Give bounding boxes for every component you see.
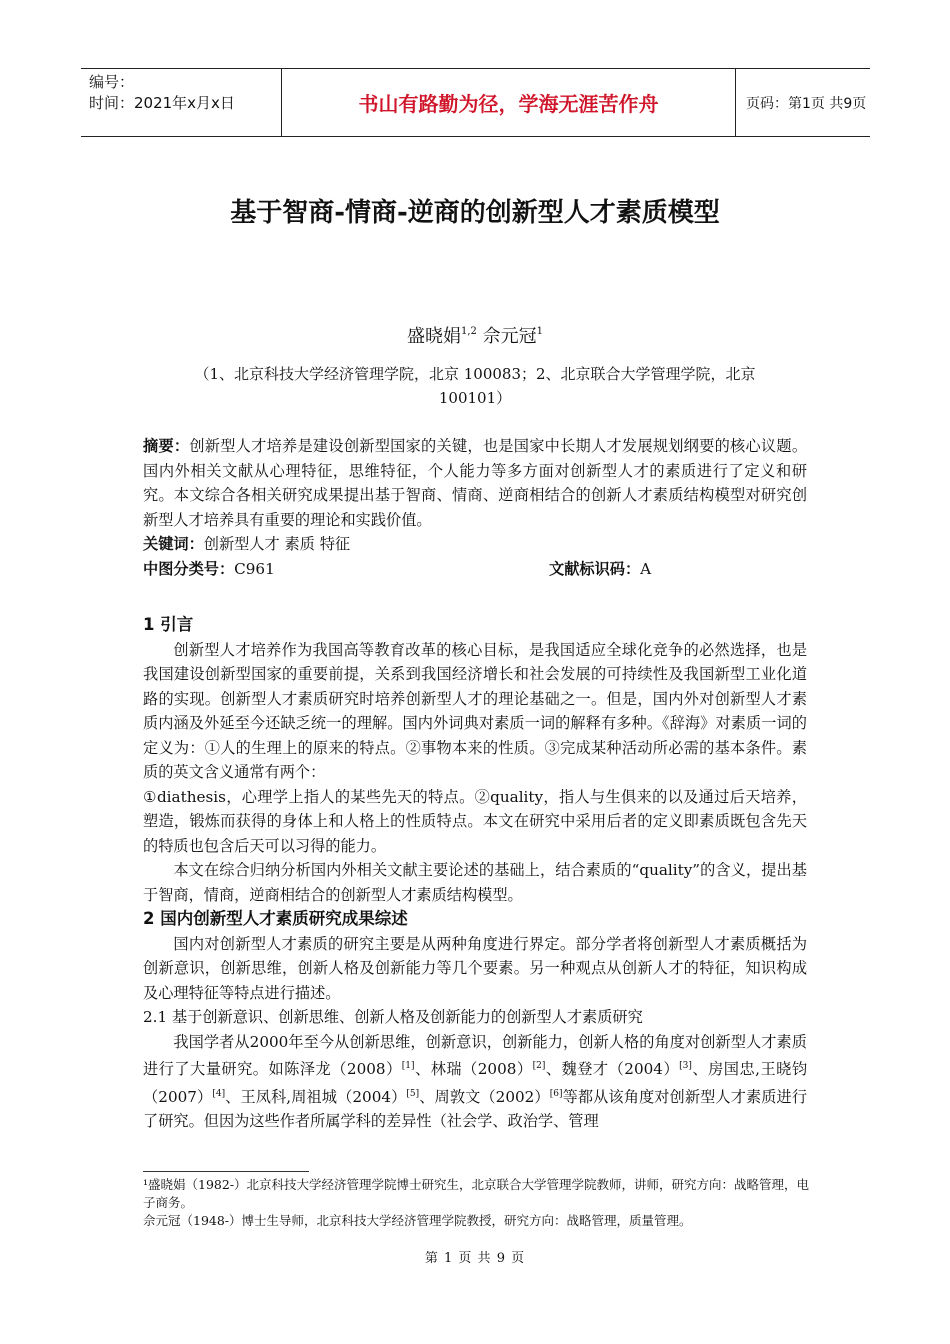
para-text: 我国学者从2000年至今从创新思维，创新意识，创新能力，创新人格的角度对创新型人才素质进行了大量研究。如陈泽龙（2008） (143, 1032, 807, 1078)
page-footer: 第 1 页 共 9 页 (424, 1251, 526, 1266)
footnote-1: ¹盛晓娟（1982-）北京科技大学经济管理学院博士研究生，北京联合大学管理学院教师，讲师，研究方向：战略管理，电子商务。 (143, 1177, 810, 1210)
section-1-heading: 1 引言 (143, 615, 194, 634)
para-text: 等都从该角度对创新型人才素质进行了研究。但因为这些作者所属学科的差异性（社会学、政治学、管理 (143, 1087, 808, 1130)
author-2: 佘元冠 (482, 326, 537, 347)
abstract-text: 创新型人才培养是建设创新型国家的关键，也是国家中长期人才发展规划纲要的核心议题。国内外相关文献从心理特征，思维特征，个人能力等多方面对创新型人才的素质进行了定义和研究。本文综合各相关研究成果提出基于智商、情商、逆商相结合的创新人才素质结构模型对研究创新型人才培养具有重要的理论和实践价值。 (143, 437, 807, 529)
keywords-text: 创新型人才 素质 特征 (203, 535, 351, 553)
author-line (0, 322, 950, 348)
para-text: 、房国忠,王晓钧（2007） (143, 1060, 808, 1106)
clc-label: 中图分类号： (143, 559, 235, 578)
section-2-heading: 2 国内创新型人才素质研究成果综述 (143, 909, 408, 928)
header-table (81, 68, 870, 137)
footnotes (143, 1176, 815, 1230)
citation-1: [1] (401, 1061, 415, 1071)
abstract (143, 434, 807, 532)
keywords (143, 532, 807, 557)
citation-5: [5] (406, 1088, 420, 1099)
citation-3: [3] (679, 1061, 692, 1071)
abstract-label: 摘要： (143, 437, 190, 455)
header-page-info: 页码：第1页 共9页 (746, 95, 867, 112)
author-1-affil: 1,2 (460, 326, 477, 337)
subsection-2-1-heading: 2.1 基于创新意识、创新思维、创新人格及创新能力的创新型人才素质研究 (143, 1008, 643, 1026)
section-1 (143, 613, 807, 1134)
section-2-paragraph-1: 国内对创新型人才素质的研究主要是从两种角度进行界定。部分学者将创新型人才素质概括为创新意识，创新思维，创新人格及创新能力等几个要素。另一种观点从创新人才的特征，知识构成及心理特征等特点进行描述。 (143, 934, 807, 1002)
affiliation: （1、北京科技大学经济管理学院，北京 100083；2、北京联合大学管理学院，北京 100101） (194, 365, 756, 407)
paper-title: 基于智商-情商-逆商的创新型人才素质模型 (230, 198, 720, 228)
para-text: 、周敦文（2002） (419, 1087, 550, 1106)
clc-value: C961 (234, 559, 275, 578)
classification-line (143, 557, 807, 582)
author-2-affil: 1 (536, 326, 543, 337)
footnote-separator (143, 1171, 309, 1172)
header-motto: 书山有路勤为径，学海无涯苦作舟 (281, 69, 736, 136)
section-1-paragraph-2: ①diathesis，心理学上指人的某些先天的特点。②quality，指人与生俱来的以及通过后天培养，塑造，锻炼而获得的身体上和人格上的性质特点。本文在研究中采用后者的定义即素质既包含先天的特质也包含后天可以习得的能力。 (143, 787, 807, 855)
section-1-paragraph-1: 创新型人才培养作为我国高等教育改革的核心目标，是我国适应全球化竞争的必然选择，也是我国建设创新型国家的重要前提，关系到我国经济增长和社会发展的可持续性及我国新型工业化道路的实现。创新型人才素质研究时培养创新型人才的理论基础之一。但是，国内外对创新型人才素质内涵及外延至今还缺乏统一的理解。国内外词典对素质一词的解释有多种。《辞海》对素质一词的定义为：①人的生理上的原来的特点。②事物本来的性质。③完成某种活动所必需的基本条件。素质的英文含义通常有两个： (143, 640, 807, 781)
abstract-block (143, 434, 807, 581)
serial-label: 编号： (89, 73, 135, 91)
header-left-cell (81, 69, 281, 136)
section-2-paragraph-2 (143, 1030, 807, 1134)
citation-4: [4] (212, 1088, 226, 1099)
doc-code-label: 文献标识码： (549, 559, 641, 578)
section-1-paragraph-3: 本文在综合归纳分析国内外相关文献主要论述的基础上，结合素质的“quality”的含义，提出基于智商，情商，逆商相结合的创新型人才素质结构模型。 (143, 861, 807, 904)
keywords-label: 关键词： (143, 535, 204, 553)
citation-6: [6] (549, 1088, 563, 1099)
footnote-2: 佘元冠（1948-）博士生导师，北京科技大学经济管理学院教授，研究方向：战略管理，质量管理。 (143, 1213, 692, 1228)
para-text: 、林瑞（2008） (414, 1060, 533, 1078)
citation-2: [2] (532, 1061, 546, 1071)
doc-code-value: A (640, 559, 652, 578)
author-1: 盛晓娟 (406, 326, 461, 347)
date-line: 时间：2021年x月x日 (89, 94, 235, 112)
para-text: 、王凤科,周祖城（2004） (225, 1087, 407, 1106)
doc-code (549, 557, 651, 582)
para-text: 、魏登才（2004） (545, 1060, 680, 1078)
